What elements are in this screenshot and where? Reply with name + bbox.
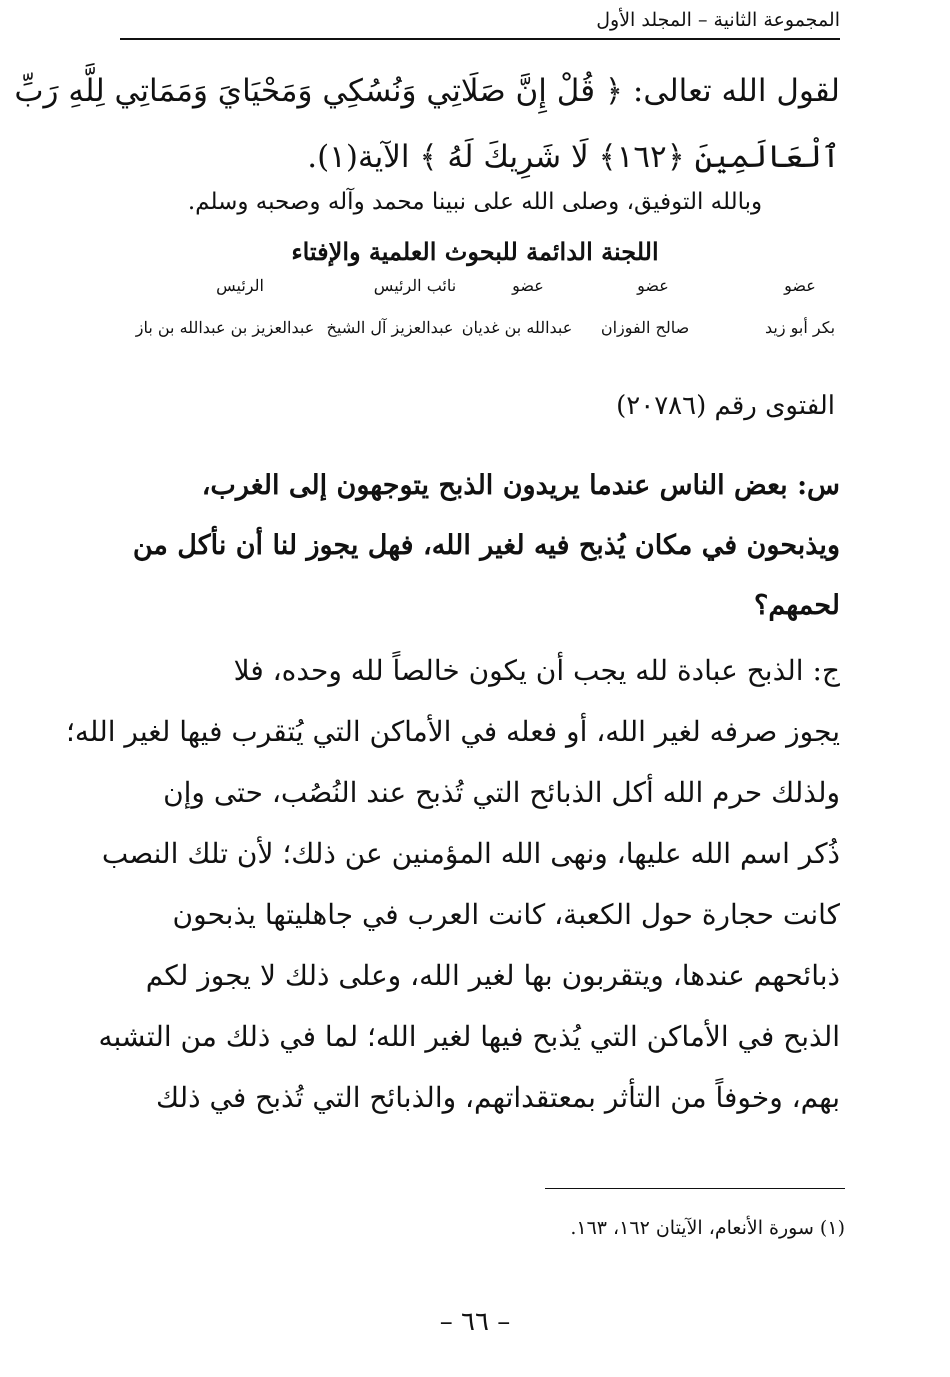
question-block [110, 456, 840, 636]
footnote-divider [545, 1188, 845, 1189]
committee-title: اللجنة الدائمة للبحوث العلمية والإفتاء [291, 237, 659, 266]
quran-verse-block [14, 58, 840, 190]
answer-line: الذبح في الأماكن التي يُذبح فيها لغير الله؛ لما في ذلك من التشبه [98, 1020, 840, 1053]
member-name: صالح الفوزان [600, 318, 690, 337]
answer-block [66, 640, 840, 1128]
member-name: بكر أبو زيد [764, 318, 836, 337]
answer-line: ولذلك حرم الله أكل الذبائح التي تُذبح عند النُصُب، حتى وإن [163, 776, 840, 809]
member-name: عبدالله بن غديان [461, 318, 573, 337]
question-line: س: بعض الناس عندما يريدون الذبح يتوجهون إلى الغرب، [201, 470, 840, 501]
running-head-text: المجموعة الثانية – المجلد الأول [596, 9, 840, 31]
answer-line: ذُكر اسم الله عليها، ونهى الله المؤمنين عن ذلك؛ لأن تلك النصب [101, 837, 840, 870]
member-role: عضو [512, 276, 544, 295]
verse-line: ٱلْعَالَمِينَ ﴿١٦٢﴾ لَا شَرِيكَ لَهُ ﴾ الآية(١). [307, 139, 840, 175]
member-name: عبدالعزيز آل الشيخ [326, 318, 454, 337]
answer-line: بهم، وخوفاً من التأثر بمعتقداتهم، والذبائح التي تُذبح في ذلك [156, 1081, 840, 1114]
question-line: ويذبحون في مكان يُذبح فيه لغير الله، فهل يجوز لنا أن نأكل من [132, 530, 840, 561]
running-header [120, 8, 840, 40]
answer-line: ج: الذبح عبادة لله يجب أن يكون خالصاً لله وحده، فلا [233, 654, 840, 687]
question-line: لحمهم؟ [753, 590, 840, 621]
verse-line: لقول الله تعالى: ﴿ قُلْ إِنَّ صَلَاتِي وَنُسُكِي وَمَحْيَايَ وَمَمَاتِي لِلَّهِ رَبِّ [14, 73, 840, 109]
member-role: عضو [637, 276, 669, 295]
member-role: الرئيس [216, 276, 264, 295]
member-name: عبدالعزيز بن عبدالله بن باز [135, 318, 315, 337]
closing-prayer: وبالله التوفيق، وصلى الله على نبينا محمد وآله وصحبه وسلم. [187, 189, 763, 215]
page-number: – ٦٦ – [439, 1307, 511, 1337]
committee-names-row [115, 318, 855, 348]
footnote: (١) سورة الأنعام، الآيتان ١٦٢، ١٦٣. [570, 1217, 845, 1239]
committee-roles-row [115, 276, 855, 306]
fatwa-number: الفتوى رقم (٢٠٧٨٦) [616, 391, 835, 421]
member-role: عضو [784, 276, 816, 295]
answer-line: يجوز صرفه لغير الله، أو فعله في الأماكن التي يُتقرب فيها لغير الله؛ [66, 715, 840, 748]
member-role: نائب الرئيس [373, 276, 457, 295]
answer-line: ذبائحهم عندها، ويتقربون بها لغير الله، وعلى ذلك لا يجوز لكم [145, 959, 840, 992]
answer-line: كانت حجارة حول الكعبة، كانت العرب في جاهليتها يذبحون [172, 898, 840, 931]
